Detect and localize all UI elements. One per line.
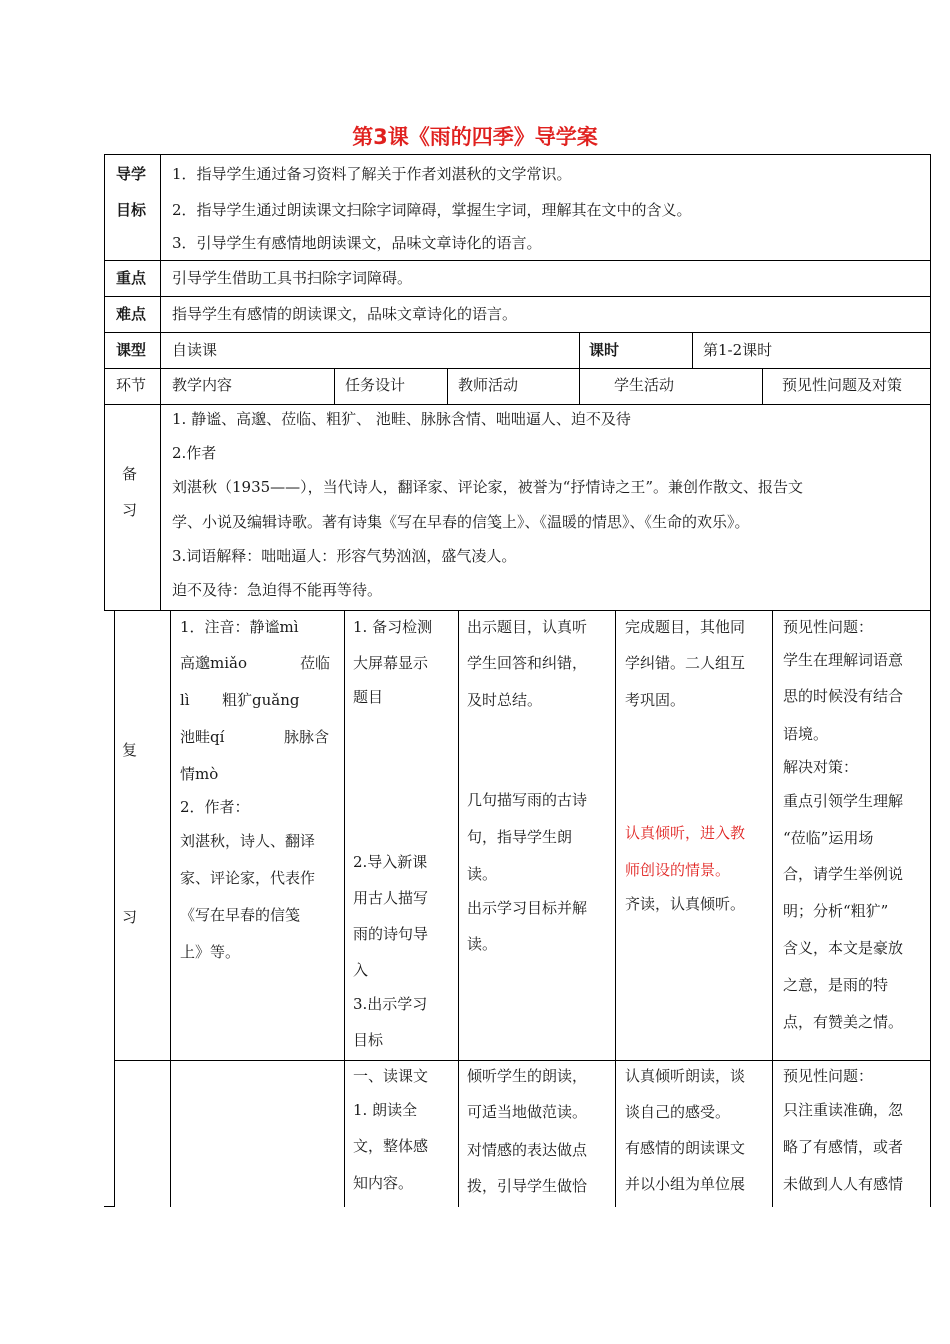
reading-teacher-line: 拨，引导学生做恰: [467, 1177, 588, 1195]
review-content-line: 脉脉含: [284, 728, 330, 746]
objective-item: 2．指导学生通过朗读课文扫除字词障碍，掌握生字词，理解其在文中的含义。: [172, 201, 692, 219]
period-value: 第1-2课时: [703, 341, 773, 359]
review-prediction-line: 预见性问题：: [783, 618, 874, 636]
header-content: 教学内容: [172, 376, 233, 394]
review-prediction-line: 明；分析“粗犷”: [783, 902, 889, 920]
review-student-line: 完成题目，其他同: [625, 618, 746, 636]
key-point-text: 引导学生借助工具书扫除字词障碍。: [172, 269, 413, 287]
review-student-line: 学纠错。二人组互: [625, 654, 746, 672]
header-stage: 环节: [116, 376, 147, 394]
objective-item: 3．引导学生有感情地朗读课文，品味文章诗化的语言。: [172, 234, 542, 252]
review-task-line: 入: [353, 961, 369, 979]
review-student-line: 齐读，认真倾听。: [625, 895, 746, 913]
review-content-line: 《写在早春的信笺: [180, 906, 301, 924]
reading-student-line: 有感情的朗读课文: [625, 1139, 746, 1157]
prep-label-2: 习: [122, 501, 138, 519]
reading-teacher-line: 倾听学生的朗读，: [467, 1067, 588, 1085]
review-content-line: 粗犷guǎng: [222, 691, 300, 709]
review-prediction-line: 重点引领学生理解: [783, 792, 904, 810]
review-content-line: 1．注音：静谧mì: [180, 618, 299, 636]
review-task-line: 雨的诗句导: [353, 925, 429, 943]
objectives-label-2: 目标: [116, 201, 147, 219]
review-prediction-line: 语境。: [783, 725, 829, 743]
review-prediction-line: 点，有赞美之情。: [783, 1013, 904, 1031]
prep-line: 刘湛秋（1935——），当代诗人，翻译家、评论家，被誉为“抒情诗之王”。兼创作散文、报告文: [172, 478, 804, 496]
lesson-type-label: 课型: [116, 341, 147, 359]
reading-task-line: 1. 朗读全: [353, 1101, 418, 1119]
objectives-label-1: 导学: [116, 165, 147, 183]
review-teacher-line: 几句描写雨的古诗: [467, 791, 588, 809]
review-content-line: 池畦qí: [180, 728, 225, 746]
review-label-2: 习: [122, 908, 138, 926]
review-content-line: 上》等。: [180, 943, 241, 961]
review-prediction-line: 含义，本文是豪放: [783, 939, 904, 957]
key-point-label: 重点: [116, 269, 147, 287]
reading-prediction-line: 只注重读准确，忽: [783, 1101, 904, 1119]
reading-student-line: 并以小组为单位展: [625, 1175, 746, 1193]
reading-task-line: 一、读课文: [353, 1067, 429, 1085]
prep-line: 2.作者: [172, 444, 217, 462]
prep-line: 学、小说及编辑诗歌。著有诗集《写在早春的信笺上》、《温暖的情思》、《生命的欢乐》。: [172, 513, 750, 531]
review-teacher-line: 学生回答和纠错，: [467, 654, 588, 672]
reading-task-line: 文，整体感: [353, 1137, 429, 1155]
review-content-line: 刘湛秋，诗人、翻译: [180, 832, 316, 850]
header-prediction: 预见性问题及对策: [782, 376, 903, 394]
review-content-line: 家、评论家，代表作: [180, 869, 316, 887]
review-teacher-line: 及时总结。: [467, 691, 543, 709]
reading-prediction-line: 略了有感情，或者: [783, 1138, 904, 1156]
reading-task-line: 知内容。: [353, 1174, 414, 1192]
header-teacher: 教师活动: [458, 376, 519, 394]
review-content-line: 莅临: [300, 654, 331, 672]
review-content-line: 情mò: [180, 765, 219, 783]
review-task-line: 大屏幕显示: [353, 654, 429, 672]
reading-student-line: 认真倾听朗读，谈: [625, 1067, 746, 1085]
prep-line: 迫不及待：急迫得不能再等待。: [172, 581, 383, 599]
review-content-line: 2．作者：: [180, 798, 250, 816]
reading-prediction-line: 预见性问题：: [783, 1067, 874, 1085]
header-student: 学生活动: [614, 376, 675, 394]
review-task-line: 1. 备习检测: [353, 618, 433, 636]
review-student-line: 认真倾听，进入教: [625, 824, 746, 842]
review-teacher-line: 句，指导学生朗: [467, 828, 573, 846]
lesson-type-value: 自读课: [172, 341, 218, 359]
review-prediction-line: 思的时候没有结合: [783, 687, 904, 705]
reading-student-line: 谈自己的感受。: [625, 1103, 731, 1121]
period-label: 课时: [589, 341, 620, 359]
review-prediction-line: 解决对策：: [783, 758, 859, 776]
review-student-line: 师创设的情景。: [625, 861, 731, 879]
review-prediction-line: 学生在理解词语意: [783, 651, 904, 669]
review-prediction-line: “莅临”运用场: [783, 829, 874, 847]
review-prediction-line: 合，请学生举例说: [783, 865, 904, 883]
review-teacher-line: 读。: [467, 865, 498, 883]
review-task-line: 2.导入新课: [353, 853, 428, 871]
review-student-line: 考巩固。: [625, 691, 686, 709]
prep-line: 1. 静谧、高邈、莅临、粗犷、 池畦、脉脉含情、咄咄逼人、迫不及待: [172, 410, 631, 428]
objective-item: 1．指导学生通过备习资料了解关于作者刘湛秋的文学常识。: [172, 165, 572, 183]
reading-prediction-line: 未做到人人有感情: [783, 1175, 904, 1193]
review-teacher-line: 出示学习目标并解: [467, 899, 588, 917]
reading-teacher-line: 对情感的表达做点: [467, 1141, 588, 1159]
review-teacher-line: 读。: [467, 935, 498, 953]
review-task-line: 题目: [353, 688, 384, 706]
review-content-line: lì: [180, 691, 190, 709]
header-task: 任务设计: [345, 376, 406, 394]
review-task-line: 用古人描写: [353, 889, 429, 907]
difficulty-text: 指导学生有感情的朗读课文，品味文章诗化的语言。: [172, 305, 518, 323]
review-teacher-line: 出示题目，认真听: [467, 618, 588, 636]
page-title: 第3课《雨的四季》导学案: [352, 125, 598, 149]
review-task-line: 目标: [353, 1031, 384, 1049]
review-task-line: 3.出示学习: [353, 995, 428, 1013]
review-prediction-line: 之意，是雨的特: [783, 976, 889, 994]
reading-teacher-line: 可适当地做范读。: [467, 1103, 588, 1121]
review-content-line: 高邈miǎo: [180, 654, 247, 672]
review-label-1: 复: [122, 741, 138, 759]
prep-line: 3.词语解释：咄咄逼人：形容气势汹汹，盛气凌人。: [172, 547, 517, 565]
difficulty-label: 难点: [116, 305, 147, 323]
prep-label-1: 备: [122, 465, 138, 483]
